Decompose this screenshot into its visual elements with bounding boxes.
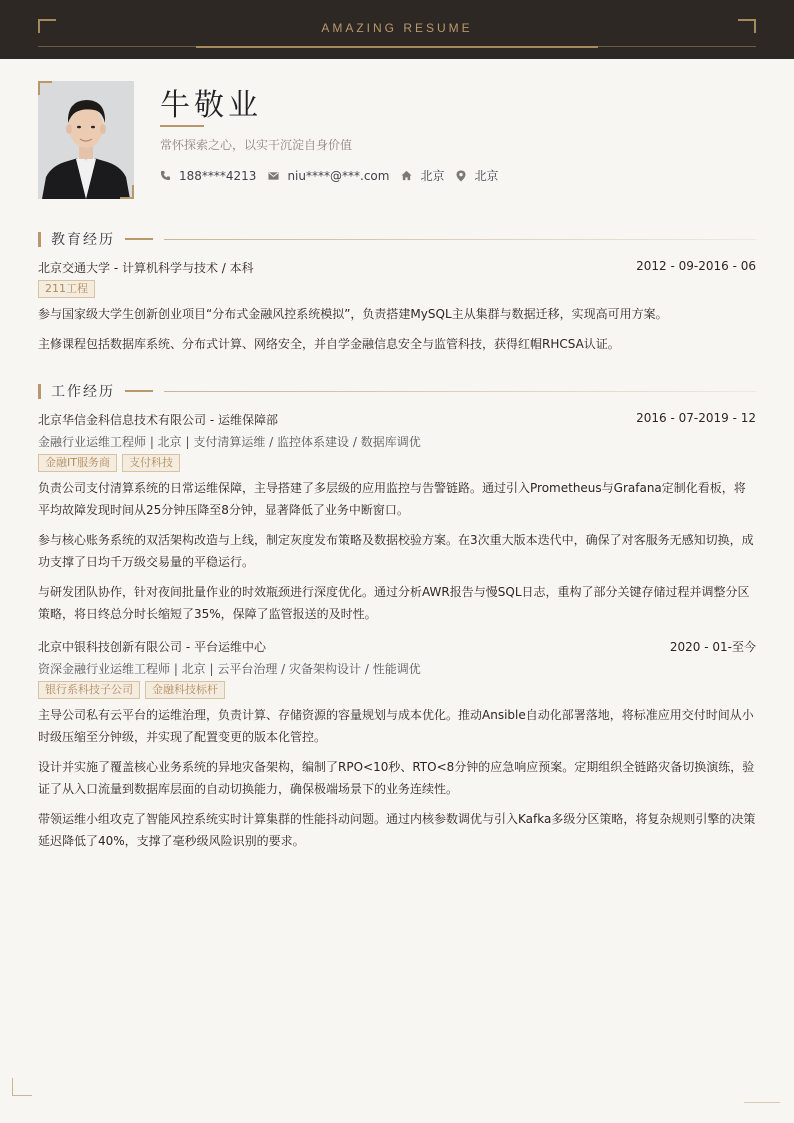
- email-address: niu****@***.com: [287, 168, 390, 183]
- work-paragraph: 与研发团队协作，针对夜间批量作业的时效瓶颈进行深度优化。通过分析AWR报告与慢SQL日志，重构了部分关键存储过程并调整分区策略，将日终总分时长缩短了35%，保障了监管报送的及时性。: [38, 585, 750, 621]
- section-divider: [164, 239, 756, 240]
- education-entry-header: [38, 259, 756, 276]
- work-role: 资深金融行业运维工程师 | 北京 | 云平台治理 / 灾备架构设计 / 性能调优: [38, 662, 421, 676]
- section-accent-line: [125, 390, 153, 392]
- photo-frame-corner: [120, 185, 134, 199]
- education-paragraph: 主修课程包括数据库系统、分布式计算、网络安全，并自学金融信息安全与监管科技，获得红帽RHCSA认证。: [38, 337, 620, 351]
- contact-email: [268, 169, 389, 183]
- candidate-motto: 常怀探索之心，以实干沉淀自身价值: [160, 138, 353, 152]
- header-band: [0, 0, 794, 59]
- work-role: 金融行业运维工程师 | 北京 | 支付清算运维 / 监控体系建设 / 数据库调优: [38, 435, 421, 449]
- contact-info: [160, 167, 510, 184]
- work-paragraph: 带领运维小组攻克了智能风控系统实时计算集群的性能抖动问题。通过内核参数调优与引入Kafka多级分区策略，将复杂规则引擎的决策延迟降低了40%，支撑了毫秒级风险识别的要求。: [38, 812, 756, 848]
- section-title: 教育经历: [51, 232, 115, 248]
- education-paragraph: 参与国家级大学生创新创业项目“分布式金融风控系统模拟”，负责搭建MySQL主从集群与数据迁移，实现高可用方案。: [38, 307, 668, 321]
- work-tags: [38, 454, 185, 472]
- section-divider: [164, 391, 756, 392]
- mail-icon: [268, 171, 279, 181]
- education-school: 北京交通大学 - 计算机科学与技术 / 本科: [38, 261, 254, 275]
- resume-header-title: AMAZING RESUME: [321, 21, 473, 35]
- section-heading-education: [38, 231, 153, 247]
- photo-frame-corner: [38, 81, 52, 95]
- corner-ornament-bottom-left: [12, 1078, 32, 1096]
- tag: 支付科技: [122, 454, 180, 472]
- work-paragraph: 主导公司私有云平台的运维治理，负责计算、存储资源的容量规划与成本优化。推动Ansible自动化部署落地，将标准应用交付时间从小时级压缩至分钟级，并实现了配置变更的版本化管控。: [38, 708, 754, 744]
- work-date: 2020 - 01-至今: [669, 640, 756, 654]
- location-city: 北京: [474, 169, 499, 183]
- tag: 211工程: [38, 280, 95, 298]
- tag: 金融IT服务商: [38, 454, 117, 472]
- work-paragraph: 参与核心账务系统的双活架构改造与上线，制定灰度发布策略及数据校验方案。在3次重大版本迭代中，确保了对客服务无感知切换，成功支撑了日均千万级交易量的平稳运行。: [38, 533, 754, 569]
- work-company: 北京中银科技创新有限公司 - 平台运维中心: [38, 640, 266, 654]
- section-accent-line: [125, 238, 153, 240]
- section-marker: [38, 384, 41, 399]
- location-pin-icon: [456, 170, 466, 182]
- phone-icon: [160, 170, 171, 181]
- candidate-name: 牛敬业: [160, 88, 262, 123]
- phone-number: 188****4213: [179, 168, 257, 183]
- work-entry-header: [38, 638, 756, 655]
- home-city: 北京: [420, 169, 445, 183]
- work-paragraph: 设计并实施了覆盖核心业务系统的异地灾备架构，编制了RPO<10秒、RTO<8分钟的应急响应预案。定期组织全链路灾备切换演练，验证了从入口流量到数据库层面的自动切换能力，确保极端场景下的业务连续性。: [38, 760, 755, 796]
- work-tags: [38, 681, 230, 699]
- footer-line-ornament: [744, 1102, 780, 1103]
- contact-location: [456, 167, 498, 184]
- work-company: 北京华信金科信息技术有限公司 - 运维保障部: [38, 413, 278, 427]
- home-icon: [401, 170, 412, 181]
- section-title: 工作经历: [51, 384, 115, 400]
- contact-home: [401, 167, 444, 184]
- work-date: 2016 - 07-2019 - 12: [636, 411, 756, 425]
- avatar-photo: [38, 81, 134, 199]
- header-divider-accent: [196, 46, 598, 48]
- education-date: 2012 - 09-2016 - 06: [636, 259, 756, 273]
- section-marker: [38, 232, 41, 247]
- tag: 金融科技标杆: [145, 681, 225, 699]
- section-heading-work: [38, 383, 153, 399]
- tag: 银行系科技子公司: [38, 681, 140, 699]
- work-entry-header: [38, 411, 756, 428]
- education-tags: [38, 280, 100, 298]
- contact-phone: [160, 169, 256, 183]
- work-paragraph: 负责公司支付清算系统的日常运维保障，主导搭建了多层级的应用监控与告警链路。通过引入Prometheus与Grafana定制化看板，将平均故障发现时间从25分钟压降至8分钟，显著降低了业务中断窗口。: [38, 481, 746, 517]
- name-underline: [160, 125, 204, 127]
